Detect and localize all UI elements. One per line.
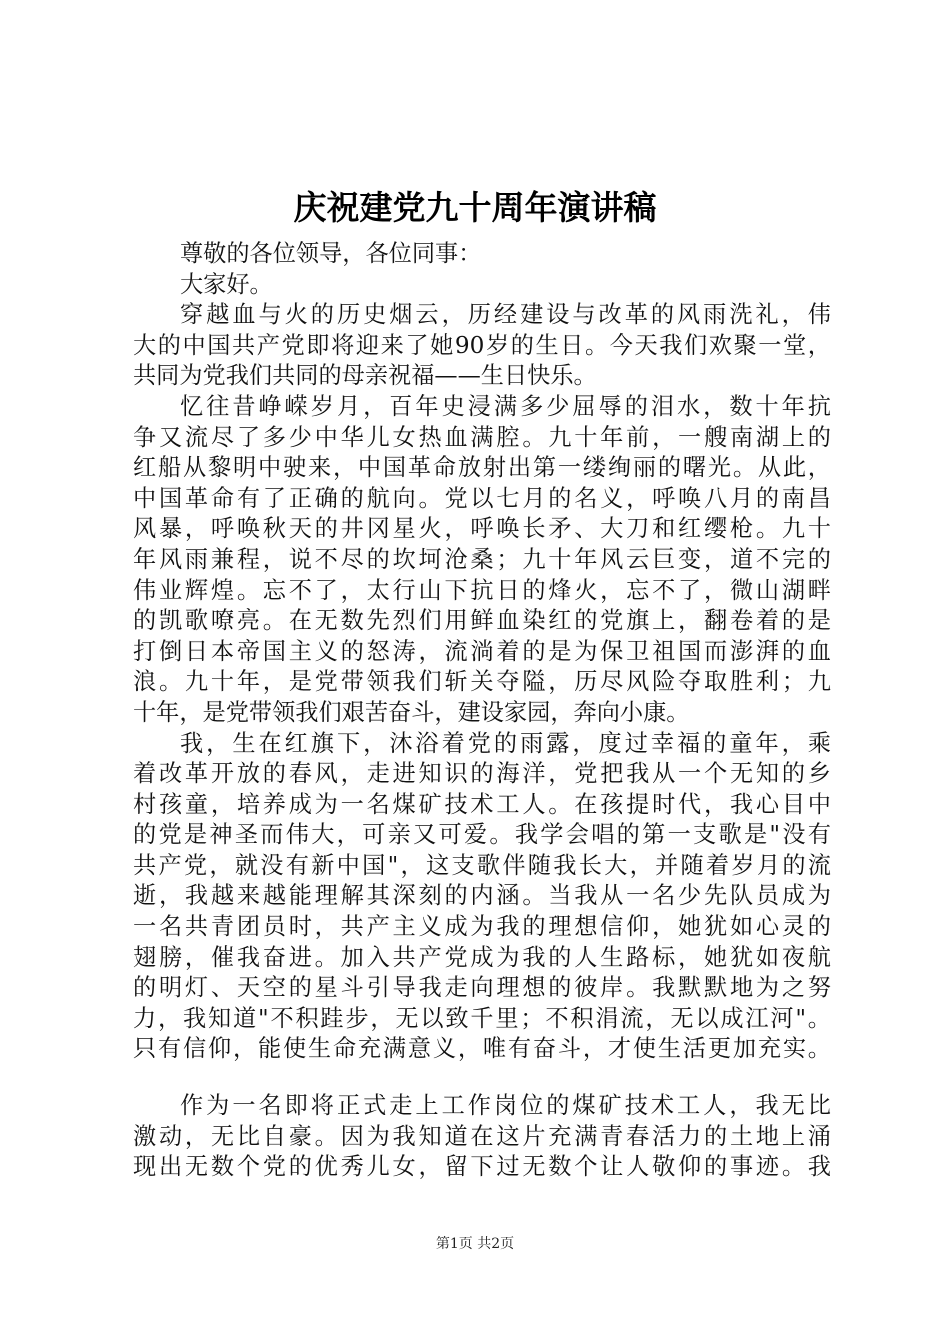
- document-title: 庆祝建党九十周年演讲稿: [293, 188, 657, 227]
- text-line: 风暴，呼唤秋天的井冈星火，呼唤长矛、大刀和红缨枪。九十: [133, 515, 831, 543]
- text-line: 的明灯、天空的星斗引导我走向理想的彼岸。我默默地为之努: [133, 974, 831, 1002]
- text-line: 浪。九十年，是党带领我们斩关夺隘，历尽风险夺取胜利；九: [133, 668, 831, 696]
- text-line: 十年，是党带领我们艰苦奋斗，建设家园，奔向小康。: [133, 698, 690, 726]
- text-line: 着改革开放的春风，走进知识的海洋，党把我从一个无知的乡: [133, 760, 831, 788]
- text-line: 村孩童，培养成为一名煤矿技术工人。在孩提时代，我心目中: [133, 790, 831, 818]
- text-line: 翅膀，催我奋进。加入共产党成为我的人生路标，她犹如夜航: [133, 943, 831, 971]
- text-line: 的凯歌嘹亮。在无数先烈们用鲜血染红的党旗上，翻卷着的是: [133, 607, 831, 635]
- text-line: 只有信仰，能使生命充满意义，唯有奋斗，才使生活更加充实。: [133, 1035, 831, 1063]
- text-line: 力，我知道"不积跬步，无以致千里；不积涓流，无以成江河"。: [133, 1004, 831, 1032]
- greeting-paragraph: [133, 239, 831, 270]
- text-line: 的党是神圣而伟大，可亲又可爱。我学会唱的第一支歌是"没有: [133, 821, 831, 849]
- text-line: 尊敬的各位领导，各位同事：: [180, 240, 482, 267]
- body-paragraph: [133, 729, 831, 1066]
- text-line: 现出无数个党的优秀儿女，留下过无数个让人敬仰的事迹。我: [133, 1153, 831, 1181]
- text-line: 大家好。: [180, 270, 273, 298]
- text-line: 一名共青团员时，共产主义成为我的理想信仰，她犹如心灵的: [133, 913, 831, 941]
- text-line: 忆往昔峥嵘岁月，百年史浸满多少屈辱的泪水，数十年抗: [180, 392, 831, 420]
- body-paragraph: [133, 300, 831, 392]
- text-line: 年风雨兼程，说不尽的坎坷沧桑；九十年风云巨变，道不完的: [133, 545, 831, 573]
- text-line: 激动，无比自豪。因为我知道在这片充满青春活力的土地上涌: [133, 1122, 831, 1150]
- text-line: 大的中国共产党即将迎来了她90岁的生日。今天我们欢聚一堂，: [133, 331, 831, 359]
- text-line: 中国革命有了正确的航向。党以七月的名义，呼唤八月的南昌: [133, 484, 831, 512]
- text-line: 逝，我越来越能理解其深刻的内涵。当我从一名少先队员成为: [133, 882, 831, 910]
- text-line: 共产党，就没有新中国"，这支歌伴随我长大，并随着岁月的流: [133, 851, 831, 879]
- text-line: 我，生在红旗下，沐浴着党的雨露，度过幸福的童年，乘: [180, 729, 831, 757]
- hello-paragraph: [133, 270, 831, 301]
- page-footer: 第1页 共2页: [435, 1236, 515, 1252]
- body-paragraph: [133, 392, 831, 729]
- text-line: 作为一名即将正式走上工作岗位的煤矿技术工人，我无比: [180, 1092, 831, 1120]
- text-line: 红船从黎明中驶来，中国革命放射出第一缕绚丽的曙光。从此，: [133, 454, 831, 482]
- text-line: 打倒日本帝国主义的怒涛，流淌着的是为保卫祖国而澎湃的血: [133, 637, 831, 665]
- text-line: 伟业辉煌。忘不了，太行山下抗日的烽火，忘不了，微山湖畔: [133, 576, 831, 604]
- text-line: 穿越血与火的历史烟云，历经建设与改革的风雨洗礼，伟: [180, 301, 831, 329]
- body-paragraph: [133, 1091, 831, 1183]
- text-line: 共同为党我们共同的母亲祝福——生日快乐。: [133, 362, 597, 390]
- text-line: 争又流尽了多少中华儿女热血满腔。九十年前，一艘南湖上的: [133, 423, 831, 451]
- document-body: [133, 239, 831, 1183]
